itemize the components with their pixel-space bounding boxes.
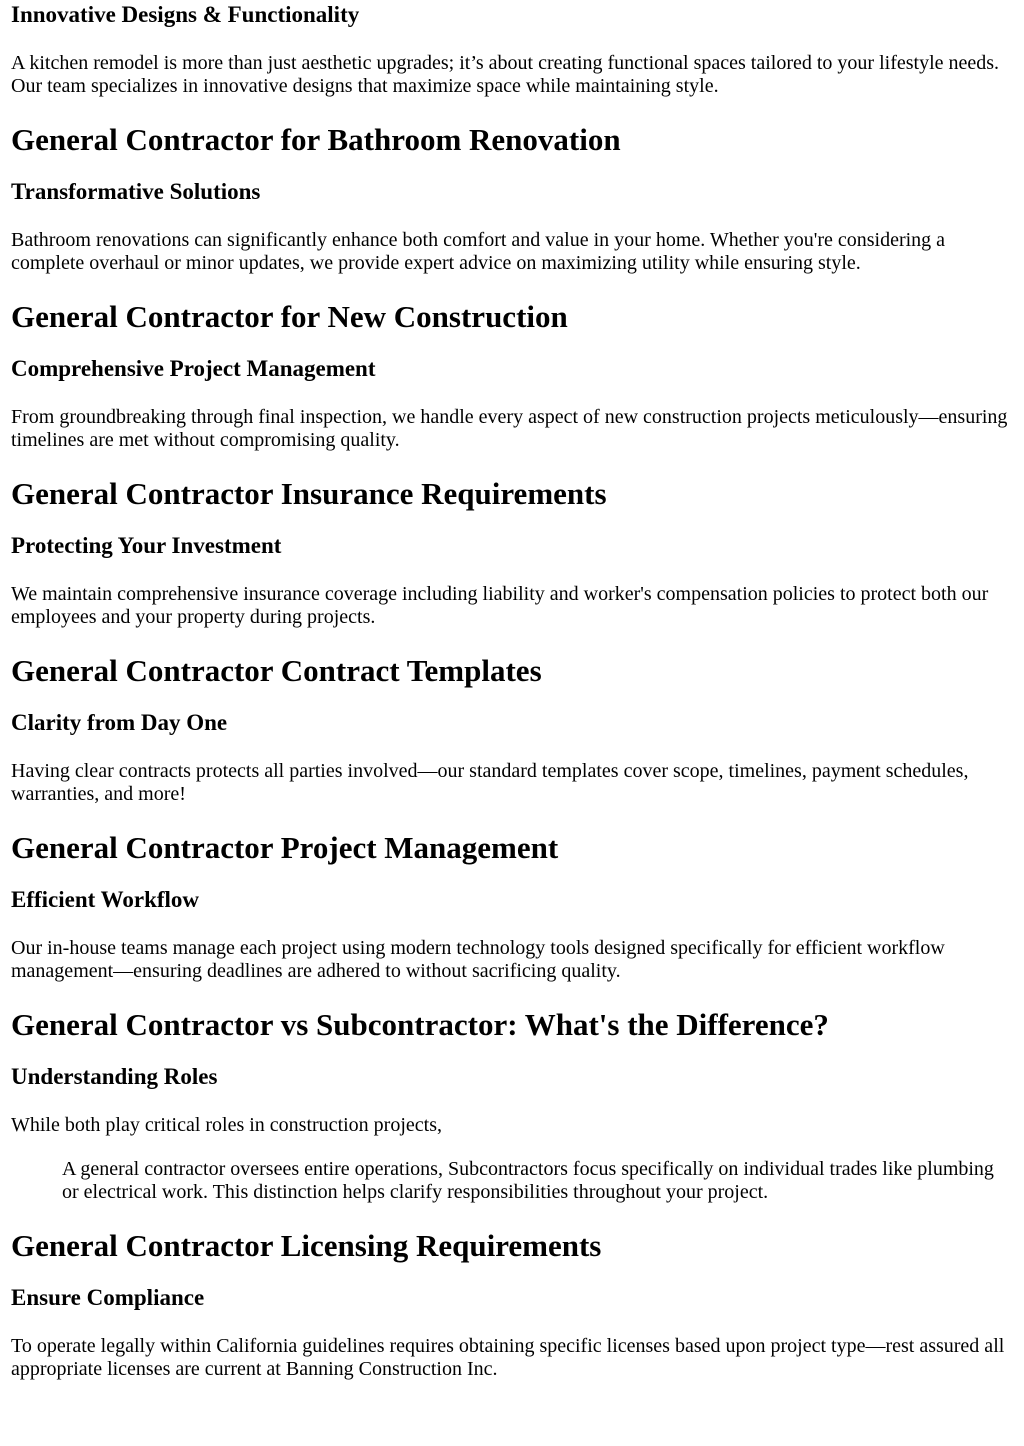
section-subtitle-insurance: Protecting Your Investment — [11, 533, 282, 558]
section-paragraph-bathroom-renovation: Bathroom renovations can significantly enhance both comfort and value in your home. Whether you're considering a complete overhaul or minor updates, we provide expert advice on maximizing utility while ensuring style. — [11, 229, 946, 274]
section-paragraph-project-management: Our in-house teams manage each project using modern technology tools designed specifically for efficient workflow management—ensuring deadlines are adhered to without sacrificing quality. — [11, 937, 945, 982]
section-subtitle-contract-templates: Clarity from Day One — [11, 710, 228, 735]
intro-subheading: Innovative Designs & Functionality — [11, 2, 360, 27]
section-title-insurance: General Contractor Insurance Requirements — [11, 476, 607, 511]
section-title-contract-templates: General Contractor Contract Templates — [11, 653, 542, 688]
section-title-vs-subcontractor: General Contractor vs Subcontractor: What's the Difference? — [11, 1007, 829, 1042]
section-paragraph-vs-subcontractor: While both play critical roles in construction projects, — [11, 1114, 442, 1136]
section-paragraph-contract-templates: Having clear contracts protects all parties involved—our standard templates cover scope, timelines, payment schedules, warranties, and more! — [11, 760, 969, 805]
section-paragraph-new-construction: From groundbreaking through final inspection, we handle every aspect of new construction projects meticulously—ensuring timelines are met without compromising quality. — [11, 406, 1008, 451]
section-subtitle-licensing: Ensure Compliance — [11, 1285, 205, 1310]
section-paragraph-licensing: To operate legally within California guidelines requires obtaining specific licenses based upon project type—rest assured all appropriate licenses are current at Banning Construction Inc. — [11, 1335, 1005, 1380]
section-paragraph-insurance: We maintain comprehensive insurance coverage including liability and worker's compensation policies to protect both our employees and your property during projects. — [11, 583, 989, 628]
section-title-new-construction: General Contractor for New Construction — [11, 299, 568, 334]
section-blockquote-vs-subcontractor: A general contractor oversees entire operations, Subcontractors focus specifically on individual trades like plumbing or electrical work. This distinction helps clarify responsibilities throughout your project. — [62, 1158, 994, 1203]
section-title-project-management: General Contractor Project Management — [11, 830, 559, 865]
section-subtitle-bathroom-renovation: Transformative Solutions — [11, 179, 261, 204]
section-title-licensing: General Contractor Licensing Requirements — [11, 1228, 602, 1263]
section-title-bathroom-renovation: General Contractor for Bathroom Renovation — [11, 122, 621, 157]
section-subtitle-new-construction: Comprehensive Project Management — [11, 356, 376, 381]
section-subtitle-vs-subcontractor: Understanding Roles — [11, 1064, 218, 1089]
intro-paragraph: A kitchen remodel is more than just aesthetic upgrades; it’s about creating functional spaces tailored to your lifestyle needs. Our team specializes in innovative designs that maximize space while maintaining style. — [11, 52, 1000, 97]
section-subtitle-project-management: Efficient Workflow — [11, 887, 200, 912]
